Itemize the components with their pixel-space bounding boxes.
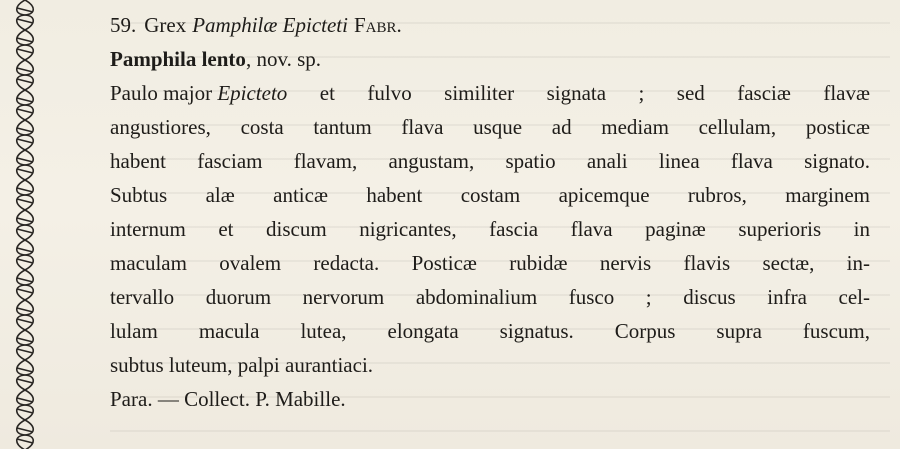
border-hatch [17,109,33,113]
description-line-6 [110,246,870,280]
border-hatch [17,439,33,443]
line-5-text: internum et discum nigricantes, fascia flava paginæ superioris in [110,217,870,241]
border-hatch [17,68,33,72]
line-7-text: tervallo duorum nervorum abdominalium fusco ; discus infra cel- [110,285,870,309]
locality-line [110,382,870,416]
border-hatch [17,308,33,312]
border-hatch [17,188,33,192]
border-hatch [17,398,33,402]
grex-heading [110,8,870,42]
border-hatch [17,98,33,102]
border-hatch [17,8,33,12]
locality-text: Para. — Collect. P. Mabille. [110,387,346,411]
border-hatch [17,409,33,413]
line-1-text [110,76,870,110]
border-hatch [17,319,33,323]
line-8-text: lulam macula lutea, elongata signatus. Corpus supra fuscum, [110,319,870,343]
line-6-text: maculam ovalem redacta. Posticæ rubidæ nervis flavis sectæ, in- [110,251,870,275]
border-hatch [17,199,33,203]
border-hatch [17,38,33,42]
description-line-9 [110,348,870,382]
species-suffix: , nov. sp. [245,47,321,71]
border-hatch [17,79,33,83]
border-hatch [17,218,33,222]
grex-author: Fabr. [353,13,402,37]
grex-name: Pamphilæ Epicteti [192,13,348,37]
line-1-pre: Paulo major [110,81,218,105]
border-hatch [17,428,33,432]
line-2-text: angustiores, costa tantum flava usque ad mediam cellulam, posticæ [110,115,870,139]
description-line-8 [110,314,870,348]
border-hatch [17,49,33,53]
decorative-border-ornament [10,0,40,449]
border-hatch [17,158,33,162]
grex-word: Grex [144,13,187,37]
line-1-italic: Epicteto [217,81,288,105]
description-line-4 [110,178,870,212]
description-line-2 [110,110,870,144]
line-3-text: habent fasciam flavam, angustam, spatio anali linea flava signato. [110,149,870,173]
border-hatch [17,229,33,233]
description-line-7 [110,280,870,314]
line-1-post: et fulvo similiter signata ; sed fasciæ flavæ [287,81,870,105]
border-hatch [17,19,33,23]
line-4-text: Subtus alæ anticæ habent costam apicemque rubros, marginem [110,183,870,207]
species-name: Pamphila lento [110,47,246,71]
page-text [110,8,870,416]
border-hatch [17,338,33,342]
description-line-5 [110,212,870,246]
species-heading [110,42,870,76]
border-hatch [17,259,33,263]
border-hatch [17,278,33,282]
border-hatch [17,368,33,372]
border-hatch [17,379,33,383]
description-line-1 [110,76,870,110]
border-hatch [17,169,33,173]
section-number: 59. [110,13,137,37]
border-hatch [17,139,33,143]
border-hatch [17,289,33,293]
border-hatch [17,349,33,353]
description-line-3 [110,144,870,178]
border-hatch [17,248,33,252]
line-9-text: subtus luteum, palpi aurantiaci. [110,353,374,377]
border-hatch [17,128,33,132]
